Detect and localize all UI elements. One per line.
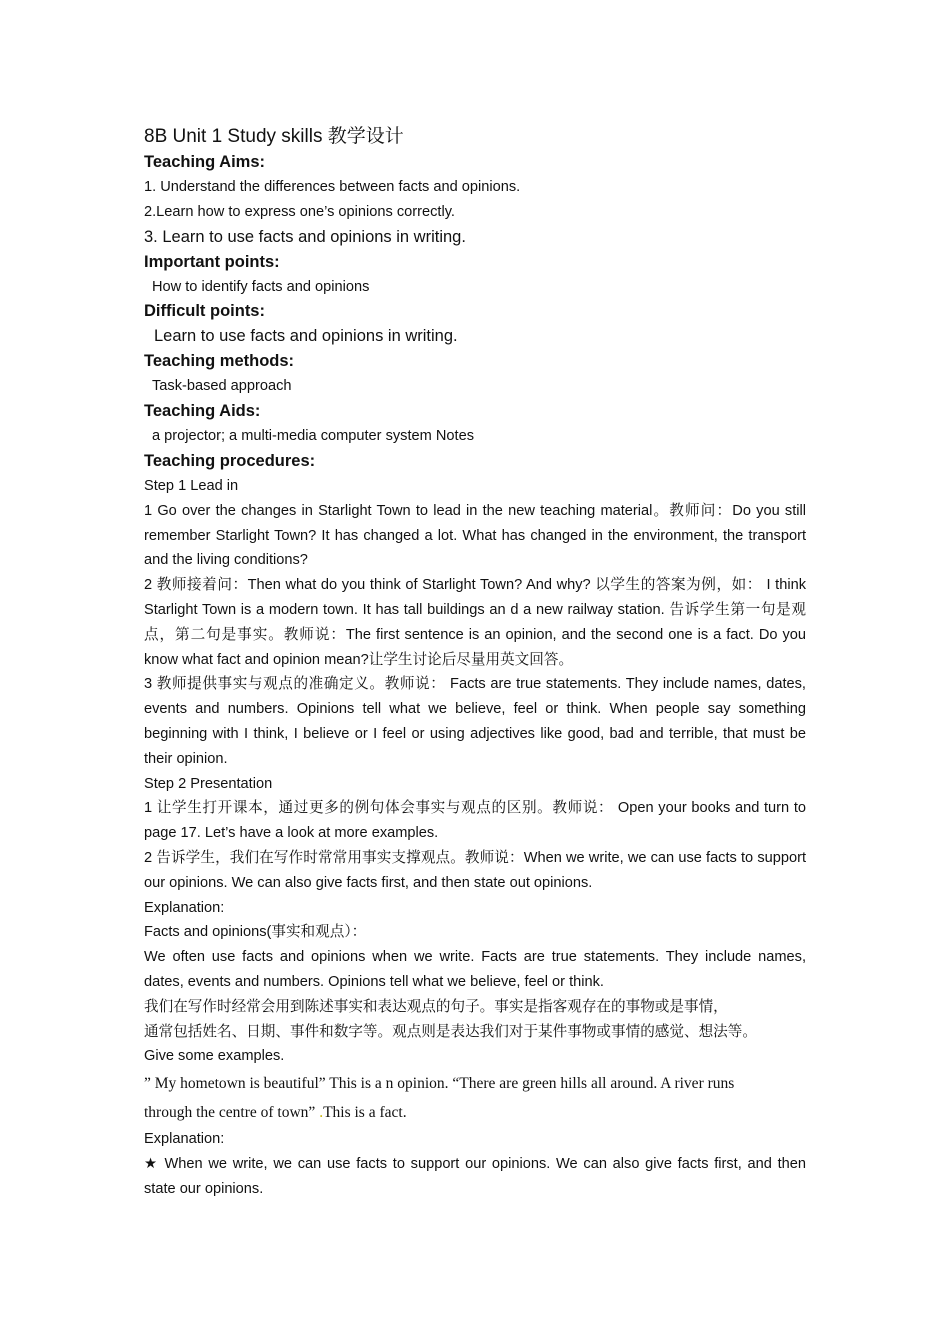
facts-explanation-en: We often use facts and opinions when we write. Facts are true statements. They include names, dates, events and numbers. Opinions tell what we believe, feel or think. <box>144 949 806 990</box>
example-period-mark: . <box>319 1104 324 1122</box>
step2-title: Step 2 Presentation <box>144 775 273 792</box>
example-line-1: ” My hometown is beautiful” This is a n opinion. “There are green hills all around. A river runs <box>144 1075 735 1093</box>
step2-paragraph-1: 1 让学生打开课本，通过更多的例句体会事实与观点的区别。教师说： Open your books and turn to page 17. Let’s have a look at more examples. <box>144 800 806 842</box>
star-note: ★ When we write, we can use facts to support our opinions. We can also give facts first, and then state our opinions. <box>144 1155 806 1197</box>
facts-explanation-zh-line-1: 我们在写作时经常会用到陈述事实和表达观点的句子。事实是指客观存在的事物或是事情， <box>144 998 728 1015</box>
aim-item: 3. Learn to use facts and opinions in writing. <box>144 227 466 246</box>
examples-label: Give some examples. <box>144 1048 285 1065</box>
difficult-text: Learn to use facts and opinions in writing. <box>154 327 458 346</box>
aim-item: 1. Understand the differences between facts and opinions. <box>144 179 521 195</box>
aim-item: 2.Learn how to express one’s opinions correctly. <box>144 203 455 220</box>
document-title: 8B Unit 1 Study skills 教学设计 <box>144 126 404 147</box>
step1-paragraph-1: 1 Go over the changes in Starlight Town to lead in the new teaching material。教师问：Do you still remember Starlight Town? It has changed a lot. What has changed in the environment, the transport and the living conditions? <box>144 502 806 569</box>
aids-text: a projector; a multi-media computer system Notes <box>152 428 474 445</box>
example-line-2 <box>144 1098 806 1127</box>
facts-opinions-label: Facts and opinions(事实和观点）： <box>144 924 367 941</box>
example-line-2-end: This is a fact. <box>323 1104 407 1122</box>
step1-title: Step 1 Lead in <box>144 477 239 494</box>
difficult-heading: Difficult points: <box>144 302 265 321</box>
document-body <box>144 124 806 1202</box>
important-text: How to identify facts and opinions <box>152 278 370 295</box>
aids-heading: Teaching Aids: <box>144 402 261 421</box>
important-heading: Important points: <box>144 252 280 271</box>
explanation-label: Explanation: <box>144 899 225 916</box>
methods-text: Task-based approach <box>152 378 292 395</box>
aims-heading: Teaching Aims: <box>144 153 266 171</box>
step1-paragraph-3: 3 教师提供事实与观点的准确定义。教师说： Facts are true statements. They include names, dates, events and numbers. Opinions tell what we believe, feel or think. When people say something beginning with I think, I believe or I feel or using adjectives like good, bad and terrible, that must be their opinion. <box>144 676 806 767</box>
step2-paragraph-2: 2 告诉学生，我们在写作时常常用事实支撑观点。教师说：When we write, we can use facts to support our opinions. We can also give facts first, and then state out opinions. <box>144 849 806 891</box>
explanation-label: Explanation: <box>144 1131 225 1148</box>
methods-heading: Teaching methods: <box>144 352 295 371</box>
facts-explanation-zh-line-2: 通常包括姓名、日期、事件和数字等。观点则是表达我们对于某件事物或事情的感觉、想法等。 <box>144 1023 757 1040</box>
step1-paragraph-2: 2 教师接着问：Then what do you think of Starlight Town? And why? 以学生的答案为例，如： I think Starlight Town is a modern town. It has tall buildings an d a new railway station. 告诉学生第一句是观点，第二句是事实。教师说：The first sentence is an opinion, and the second one is a fact. Do you know what fact and opinion mean?让学生讨论后尽量用英文回答。 <box>144 577 806 668</box>
example-line-2-start: through the centre of town” <box>144 1104 316 1122</box>
procedures-heading: Teaching procedures: <box>144 451 316 470</box>
